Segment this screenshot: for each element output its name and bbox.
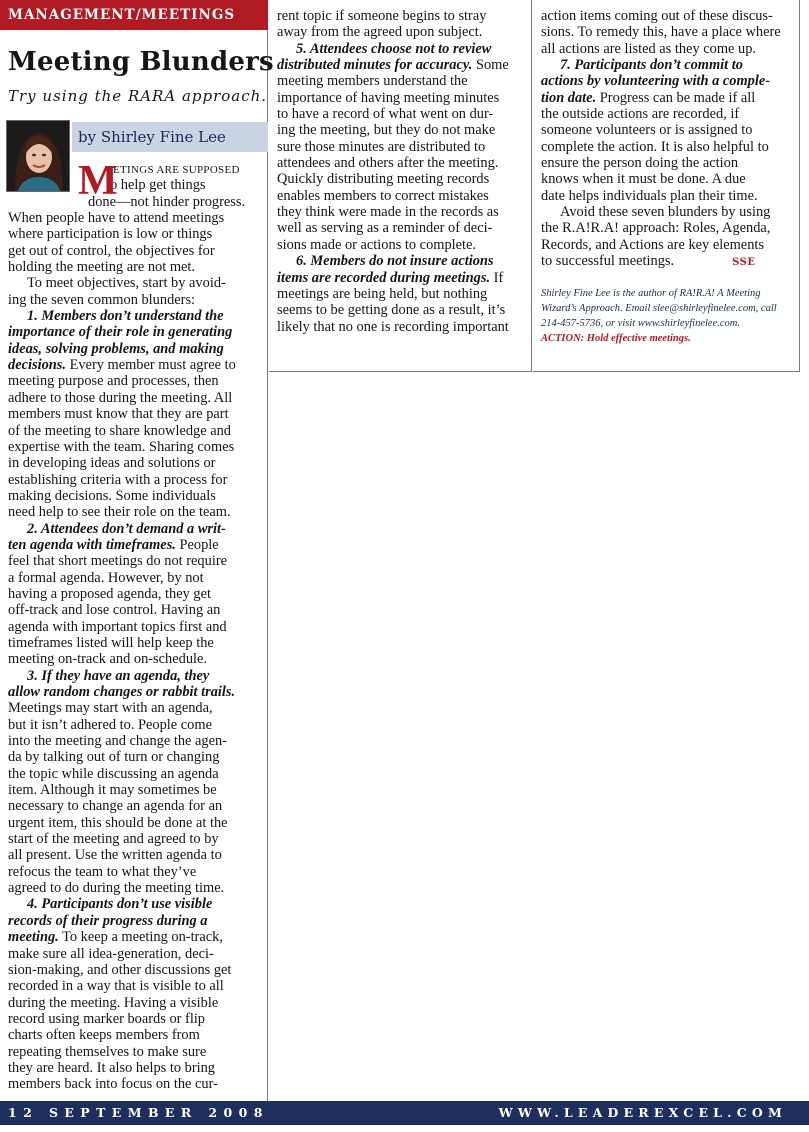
body-text: into the meeting and change the agen- bbox=[8, 733, 227, 750]
text-line bbox=[8, 782, 262, 798]
blunder-heading: 7. Participants don’t commit to bbox=[560, 57, 743, 74]
text-line bbox=[8, 341, 262, 357]
bio-line: Wizard’s Approach. Email slee@shirleyfinelee.com, call bbox=[541, 303, 777, 314]
blunder-heading: importance of their role in generating bbox=[8, 324, 233, 341]
body-text: date helps individuals plan their time. bbox=[541, 187, 758, 204]
body-text: off-track and lose control. Having an bbox=[8, 602, 221, 619]
body-text: Progress can be made if all bbox=[596, 89, 756, 106]
body-text: get out of control, the objectives for bbox=[8, 242, 215, 259]
action-line: ACTION: Hold effective meetings. bbox=[541, 333, 691, 344]
text-line bbox=[277, 171, 527, 187]
body-text: members must know that they are part bbox=[8, 406, 229, 423]
text-line bbox=[8, 553, 262, 569]
body-text: the outside actions are recorded, if bbox=[541, 106, 740, 123]
text-line bbox=[541, 24, 795, 40]
text-line bbox=[8, 275, 262, 291]
text-line bbox=[277, 41, 527, 57]
section-tag: MANAGEMENT/MEETINGS bbox=[0, 0, 268, 30]
text-line bbox=[541, 8, 795, 24]
body-text: sions. To remedy this, have a place where bbox=[541, 24, 781, 41]
text-line bbox=[8, 488, 262, 504]
body-text: someone volunteers or is assigned to bbox=[541, 122, 753, 139]
body-text: of the meeting to share knowledge and bbox=[8, 422, 231, 439]
text-line bbox=[541, 188, 795, 204]
text-line bbox=[8, 847, 262, 863]
body-text: making decisions. Some individuals bbox=[8, 487, 216, 504]
body-text: record using marker boards or flip bbox=[8, 1010, 206, 1027]
body-text: When people have to attend meetings bbox=[8, 210, 225, 227]
text-line bbox=[8, 1060, 262, 1076]
text-line bbox=[277, 237, 527, 253]
blunder-heading: 1. Members don’t understand the bbox=[27, 308, 224, 325]
text-line bbox=[8, 243, 262, 259]
text-line bbox=[8, 455, 262, 471]
body-text: make sure all idea-generation, deci- bbox=[8, 945, 214, 962]
text-line bbox=[277, 90, 527, 106]
body-text: Some bbox=[472, 57, 509, 74]
body-text: charts often keeps members from bbox=[8, 1027, 200, 1044]
body-text: seems to be getting done as a result, it’s bbox=[277, 302, 506, 319]
body-text: If bbox=[490, 269, 504, 286]
text-line bbox=[8, 635, 262, 651]
body-text: likely that no one is recording important bbox=[277, 318, 509, 335]
text-line bbox=[8, 537, 262, 553]
text-line bbox=[541, 122, 795, 138]
end-mark: SSE bbox=[732, 257, 756, 269]
blunder-heading: 4. Participants don’t use visible bbox=[27, 896, 213, 913]
blunder-heading: 5. Attendees choose not to review bbox=[296, 40, 492, 57]
body-text: but it isn’t adhered to. People come bbox=[8, 716, 212, 733]
body-text: away from the agreed upon subject. bbox=[277, 24, 483, 41]
text-line bbox=[8, 586, 262, 602]
text-line bbox=[277, 253, 527, 269]
body-text: Meetings may start with an agenda, bbox=[8, 700, 213, 717]
text-line bbox=[277, 188, 527, 204]
text-line bbox=[541, 41, 795, 57]
body-text: repeating themselves to make sure bbox=[8, 1043, 207, 1060]
text-line bbox=[8, 749, 262, 765]
blunder-heading: 2. Attendees don’t demand a writ- bbox=[27, 520, 226, 537]
body-text: knows when it must be done. A due bbox=[541, 171, 746, 188]
blunder-heading: tion date. bbox=[541, 89, 597, 106]
column-2-text bbox=[277, 8, 527, 335]
body-text: need help to see their role on the team. bbox=[8, 504, 231, 521]
folio-date: 12 SEPTEMBER 2008 bbox=[8, 1105, 269, 1120]
text-line bbox=[8, 651, 262, 667]
text-line bbox=[277, 302, 527, 318]
body-text: meeting purpose and processes, then bbox=[8, 373, 219, 390]
text-line bbox=[8, 423, 262, 439]
text-line bbox=[8, 896, 262, 912]
body-text: necessary to change an agenda for an bbox=[8, 798, 223, 815]
text-line bbox=[8, 1011, 262, 1027]
body-text: well as serving as a reminder of deci- bbox=[277, 220, 493, 237]
text-line bbox=[8, 226, 262, 242]
text-line bbox=[8, 733, 262, 749]
text-line bbox=[8, 766, 262, 782]
body-text: holding the meeting are not met. bbox=[8, 259, 196, 276]
text-line bbox=[541, 57, 795, 73]
blunder-heading: items are recorded during meetings. bbox=[277, 269, 491, 286]
text-line bbox=[277, 122, 527, 138]
column-1-body bbox=[8, 158, 262, 1093]
text-line bbox=[8, 1044, 262, 1060]
text-line bbox=[8, 668, 262, 684]
body-text: action items coming out of these discus- bbox=[541, 8, 773, 24]
text-line bbox=[541, 253, 795, 269]
website-url: WWW.LEADEREXCEL.COM bbox=[498, 1105, 787, 1120]
byline: by Shirley Fine Lee bbox=[72, 122, 268, 152]
body-text: they are heard. It also helps to bring bbox=[8, 1059, 215, 1076]
body-text: refocus the team to what they’ve bbox=[8, 863, 197, 880]
body-text: agreed to do during the meeting time. bbox=[8, 880, 225, 897]
column-1-text bbox=[8, 210, 262, 1093]
body-text: having a proposed agenda, they get bbox=[8, 585, 212, 602]
body-text: in developing ideas and solutions or bbox=[8, 455, 216, 472]
body-text: all actions are listed as they come up. bbox=[541, 40, 756, 57]
blunder-heading: 3. If they have an agenda, they bbox=[27, 667, 210, 684]
text-line bbox=[8, 1027, 262, 1043]
body-text: To meet objectives, start by avoid- bbox=[27, 275, 226, 292]
text-line bbox=[8, 978, 262, 994]
body-text: item. Although it may sometimes be bbox=[8, 782, 217, 799]
text-line bbox=[541, 90, 795, 106]
body-text: sion-making, and other discussions get bbox=[8, 961, 232, 978]
body-text: they think were made in the records as bbox=[277, 204, 499, 221]
body-text: feel that short meetings do not require bbox=[8, 553, 227, 570]
text-line bbox=[277, 57, 527, 73]
bio-line: 214-457-5736, or visit www.shirleyfinelee.com. bbox=[541, 318, 740, 329]
text-line bbox=[8, 373, 262, 389]
blunder-heading: ideas, solving problems, and making bbox=[8, 340, 224, 357]
text-line bbox=[8, 929, 262, 945]
body-text: agenda with important topics first and bbox=[8, 618, 227, 635]
blunder-heading: records of their progress during a bbox=[8, 912, 208, 929]
body-text: Avoid these seven blunders by using bbox=[560, 204, 771, 221]
text-line bbox=[277, 155, 527, 171]
lead-line bbox=[8, 161, 262, 177]
text-line bbox=[8, 308, 262, 324]
body-text: start of the meeting and agreed to by bbox=[8, 831, 219, 848]
author-bio bbox=[541, 286, 795, 331]
text-line bbox=[8, 292, 262, 308]
text-line bbox=[8, 946, 262, 962]
body-text: done—not hinder progress. bbox=[88, 193, 246, 210]
body-text: meetings are being held, but nothing bbox=[277, 285, 488, 302]
text-line bbox=[8, 570, 262, 586]
bio-line: Shirley Fine Lee is the author of RA!R.A! A Meeting bbox=[541, 288, 761, 299]
text-line bbox=[8, 864, 262, 880]
text-line bbox=[8, 880, 262, 896]
body-text: during the meeting. Having a visible bbox=[8, 994, 219, 1011]
text-line bbox=[541, 73, 795, 89]
blunder-heading: allow random changes or rabbit trails. bbox=[8, 684, 236, 700]
text-line bbox=[8, 1076, 262, 1092]
body-text: to have a record of what went on dur- bbox=[277, 106, 494, 123]
body-text: sure those minutes are distributed to bbox=[277, 138, 486, 155]
body-text: timeframes listed will help keep the bbox=[8, 634, 214, 651]
text-line bbox=[541, 106, 795, 122]
lead-in-smallcaps: EETINGS ARE SUPPOSED bbox=[106, 164, 240, 176]
column-2 bbox=[269, 0, 532, 372]
lead-line bbox=[8, 177, 262, 193]
body-text: sions made or actions to complete. bbox=[277, 236, 477, 253]
text-line bbox=[277, 139, 527, 155]
text-line bbox=[8, 472, 262, 488]
text-line bbox=[8, 619, 262, 635]
body-text: a formal agenda. However, by not bbox=[8, 569, 204, 586]
body-text: the topic while discussing an agenda bbox=[8, 765, 219, 782]
lead-line bbox=[8, 194, 262, 210]
body-text: ensure the person doing the action bbox=[541, 155, 739, 172]
blunder-heading: ten agenda with timeframes. bbox=[8, 536, 176, 553]
text-line bbox=[277, 8, 527, 24]
blunder-heading: actions by volunteering with a comple- bbox=[541, 73, 771, 90]
blunder-heading: decisions. bbox=[8, 357, 66, 374]
page-footer bbox=[0, 1101, 809, 1125]
text-line bbox=[277, 73, 527, 89]
body-text: to successful meetings. bbox=[541, 253, 675, 270]
body-text: Quickly distributing meeting records bbox=[277, 171, 490, 188]
body-text: establishing criteria with a process for bbox=[8, 471, 228, 488]
column-1 bbox=[0, 0, 274, 1101]
body-text: rent topic if someone begins to stray bbox=[277, 8, 487, 24]
text-line bbox=[8, 831, 262, 847]
body-text: where participation is low or things bbox=[8, 226, 213, 243]
body-text: meeting members understand the bbox=[277, 73, 468, 90]
body-text: To keep a meeting on-track, bbox=[58, 929, 223, 946]
text-line bbox=[8, 324, 262, 340]
text-line bbox=[277, 220, 527, 236]
text-line bbox=[8, 406, 262, 422]
text-line bbox=[8, 210, 262, 226]
text-line bbox=[8, 717, 262, 733]
blunder-heading: 6. Members do not insure actions bbox=[296, 253, 494, 270]
body-text: importance of having meeting minutes bbox=[277, 89, 500, 106]
text-line bbox=[541, 204, 795, 220]
body-text: meeting on-track and on-schedule. bbox=[8, 651, 207, 668]
text-line bbox=[8, 521, 262, 537]
body-text: the R.A!R.A! approach: Roles, Agenda, bbox=[541, 220, 771, 237]
text-line bbox=[8, 913, 262, 929]
column-3-text bbox=[541, 8, 795, 270]
text-line bbox=[8, 439, 262, 455]
text-line bbox=[8, 259, 262, 275]
text-line bbox=[541, 237, 795, 253]
article-deck: Try using the RARA approach. bbox=[8, 87, 268, 105]
text-line bbox=[8, 504, 262, 520]
body-text: Every member must agree to bbox=[65, 357, 236, 374]
text-line bbox=[277, 24, 527, 40]
body-text: ing the meeting, but they do not make bbox=[277, 122, 496, 139]
body-text: People bbox=[175, 536, 219, 553]
text-line bbox=[8, 700, 262, 716]
text-line bbox=[277, 106, 527, 122]
text-line bbox=[541, 155, 795, 171]
body-text: recorded in a way that is visible to all bbox=[8, 978, 224, 995]
text-line bbox=[8, 798, 262, 814]
body-text: adhere to those during the meeting. All bbox=[8, 389, 233, 406]
text-line bbox=[277, 286, 527, 302]
text-line bbox=[8, 357, 262, 373]
text-line bbox=[8, 602, 262, 618]
body-text: enables members to correct mistakes bbox=[277, 187, 489, 204]
text-line bbox=[277, 270, 527, 286]
text-line bbox=[8, 995, 262, 1011]
blunder-heading: meeting. bbox=[8, 929, 59, 946]
text-line bbox=[277, 204, 527, 220]
lead-paragraph bbox=[8, 158, 262, 210]
text-line bbox=[8, 390, 262, 406]
text-line bbox=[8, 815, 262, 831]
body-text: complete the action. It is also helpful to bbox=[541, 138, 769, 155]
body-text: ing the seven common blunders: bbox=[8, 291, 196, 308]
body-text: Records, and Actions are key elements bbox=[541, 236, 764, 253]
text-line bbox=[541, 139, 795, 155]
column-3 bbox=[533, 0, 800, 372]
text-line bbox=[541, 220, 795, 236]
body-text: members back into focus on the cur- bbox=[8, 1076, 218, 1093]
body-text: expertise with the team. Sharing comes bbox=[8, 438, 235, 455]
text-line bbox=[8, 684, 262, 700]
body-text: to help get things bbox=[106, 177, 206, 194]
text-line bbox=[541, 171, 795, 187]
body-text: da by talking out of turn or changing bbox=[8, 749, 220, 766]
blunder-heading: distributed minutes for accuracy. bbox=[277, 57, 473, 74]
article-title: Meeting Blunders bbox=[8, 47, 274, 77]
text-line bbox=[277, 319, 527, 335]
body-text: all present. Use the written agenda to bbox=[8, 847, 222, 864]
body-text: urgent item, this should be done at the bbox=[8, 814, 228, 831]
body-text: attendees and others after the meeting. bbox=[277, 155, 499, 172]
drop-cap: M bbox=[78, 158, 118, 204]
text-line bbox=[8, 962, 262, 978]
